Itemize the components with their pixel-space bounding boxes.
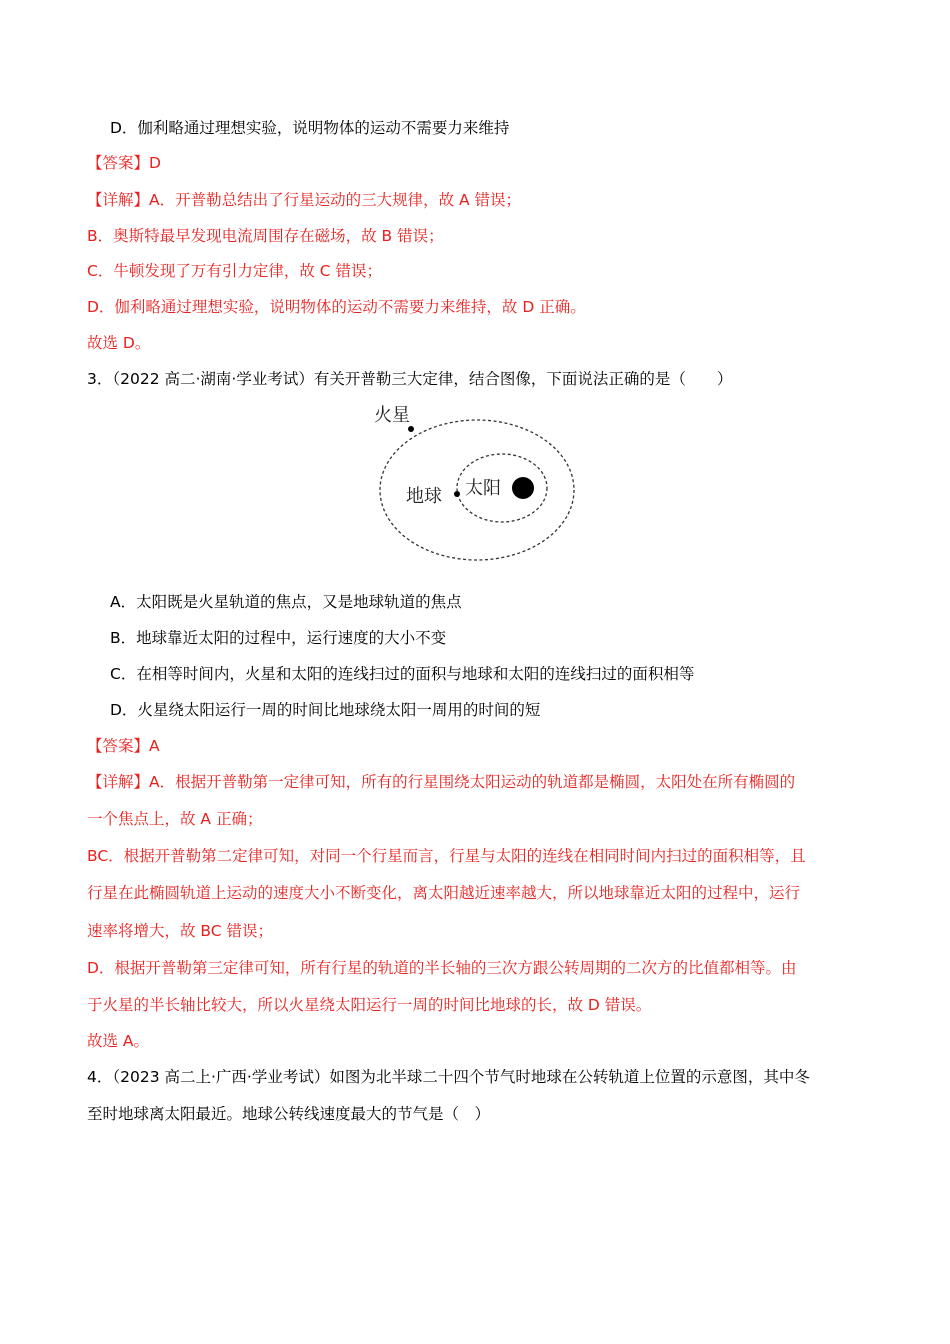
kepler-orbit-figure [370,396,584,564]
q3-explanation-line: 故选 A。 [87,1032,150,1050]
sun-dot [512,477,534,499]
q2-explanation-line: D．伽利略通过理想实验，说明物体的运动不需要力来维持，故 D 正确。 [87,298,586,316]
q3-option-d: D．火星绕太阳运行一周的时间比地球绕太阳一周用的时间的短 [110,701,541,719]
q3-explanation-line: 【详解】A．根据开普勒第一定律可知，所有的行星围绕太阳运动的轨道都是椭圆，太阳处在所有椭圆的 [87,773,796,791]
q3-explanation-line: BC．根据开普勒第二定律可知，对同一个行星而言，行星与太阳的连线在相同时间内扫过的面积相等，且 [87,847,806,865]
mars-label: 火星 [374,405,410,426]
q3-explanation-line: 于火星的半长轴比较大，所以火星绕太阳运行一周的时间比地球的长，故 D 错误。 [87,996,652,1014]
q2-explanation-line: C．牛顿发现了万有引力定律，故 C 错误； [87,262,383,280]
q3-explanation-line: 一个焦点上，故 A 正确； [87,810,263,828]
q3-option-c: C．在相等时间内，火星和太阳的连线扫过的面积与地球和太阳的连线扫过的面积相等 [110,665,695,683]
earth-dot [454,491,460,497]
q3-answer: 【答案】A [87,737,160,755]
q2-answer: 【答案】D [87,154,161,172]
q4-stem-line: 至时地球离太阳最近。地球公转线速度最大的节气是（ ） [87,1105,491,1123]
q3-explanation-line: 速率将增大，故 BC 错误； [87,922,274,940]
q3-explanation-line: D．根据开普勒第三定律可知，所有行星的轨道的半长轴的三次方跟公转周期的二次方的比值都相等。由 [87,959,797,977]
sun-label: 太阳 [465,478,501,499]
q3-stem: 3．（2022 高二·湖南·学业考试）有关开普勒三大定律，结合图像，下面说法正确的是（ ） [87,370,733,388]
q2-explanation-line: B．奥斯特最早发现电流周围存在磁场，故 B 错误； [87,227,444,245]
q4-stem-line: 4．（2023 高二上·广西·学业考试）如图为北半球二十四个节气时地球在公转轨道上位置的示意图，其中冬 [87,1068,810,1086]
q2-explanation-line: 【详解】A．开普勒总结出了行星运动的三大规律，故 A 错误； [87,191,522,209]
mars-dot [408,426,414,432]
prev-option-d: D．伽利略通过理想实验，说明物体的运动不需要力来维持 [110,119,510,137]
earth-label: 地球 [406,486,442,507]
q3-option-b: B．地球靠近太阳的过程中，运行速度的大小不变 [110,629,447,647]
q2-explanation-line: 故选 D。 [87,334,151,352]
q3-explanation-line: 行星在此椭圆轨道上运动的速度大小不断变化，离太阳越近速率越大，所以地球靠近太阳的过程中，运行 [87,884,801,902]
q3-option-a: A．太阳既是火星轨道的焦点，又是地球轨道的焦点 [110,593,462,611]
